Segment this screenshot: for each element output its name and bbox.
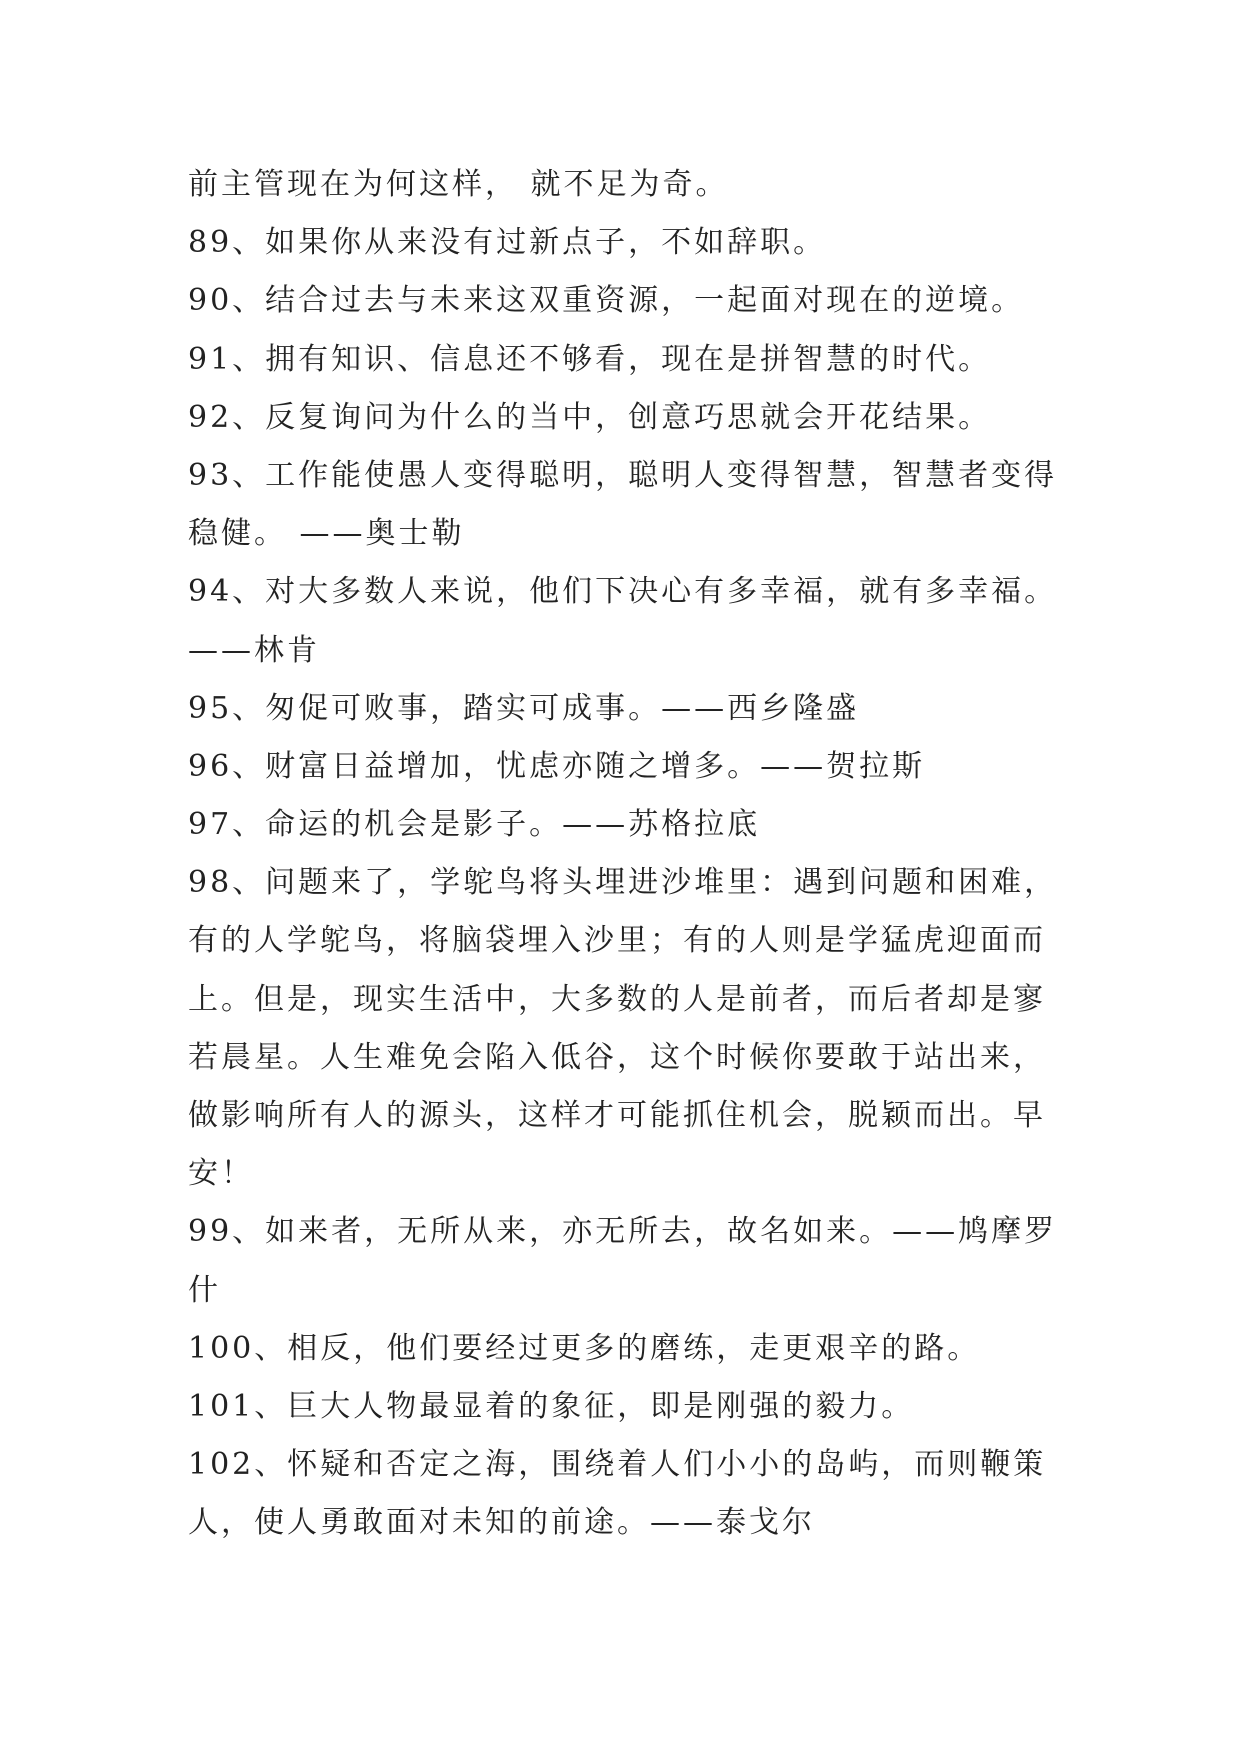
text-line: 100、相反，他们要经过更多的磨练，走更艰辛的路。 [188,1330,981,1366]
text-line: 若晨星。人生难免会陷入低谷，这个时候你要敢于站出来， [188,1039,1046,1075]
text-line: 什 [188,1272,221,1308]
text-line: 做影响所有人的源头，这样才可能抓住机会，脱颖而出。早 [188,1098,1046,1133]
document-body [188,156,1068,1553]
text-line: 94、对大多数人来说，他们下决心有多幸福，就有多幸福。 [188,574,1058,610]
text-line: 98、问题来了，学鸵鸟将头埋进沙堆里：遇到问题和困难， [188,865,1058,901]
text-line: 102、怀疑和否定之海，围绕着人们小小的岛屿，而则鞭策 [188,1447,1047,1483]
text-line: 稳健。 ——奥士勒 [188,516,465,552]
text-line: 90、结合过去与未来这双重资源，一起面对现在的逆境。 [188,283,1025,319]
text-line: 92、反复询问为什么的当中，创意巧思就会开花结果。 [188,399,992,435]
text-line: 上。但是，现实生活中，大多数的人是前者，而后者却是寥 [188,981,1046,1017]
text-line: 95、匆促可败事，踏实可成事。——西乡隆盛 [188,690,860,726]
text-line: 101、巨大人物最显着的象征，即是刚强的毅力。 [188,1388,915,1424]
text-line: 93、工作能使愚人变得聪明，聪明人变得智慧，智慧者变得 [188,457,1058,493]
text-line: 96、财富日益增加，忧虑亦随之增多。——贺拉斯 [188,748,926,784]
text-line: 安！ [188,1156,254,1192]
text-line: 人，使人勇敢面对未知的前途。——泰戈尔 [188,1505,815,1541]
text-line: 99、如来者，无所从来，亦无所去，故名如来。——鸠摩罗 [188,1214,1058,1250]
text-line: 前主管现在为何这样， 就不足为奇。 [188,167,729,202]
text-line: 91、拥有知识、信息还不够看，现在是拼智慧的时代。 [188,341,992,377]
text-line: 89、如果你从来没有过新点子，不如辞职。 [188,225,827,261]
text-line: ——林肯 [188,632,320,668]
text-line: 有的人学鸵鸟，将脑袋埋入沙里；有的人则是学猛虎迎面而 [188,923,1046,959]
text-line: 97、命运的机会是影子。——苏格拉底 [188,807,761,843]
